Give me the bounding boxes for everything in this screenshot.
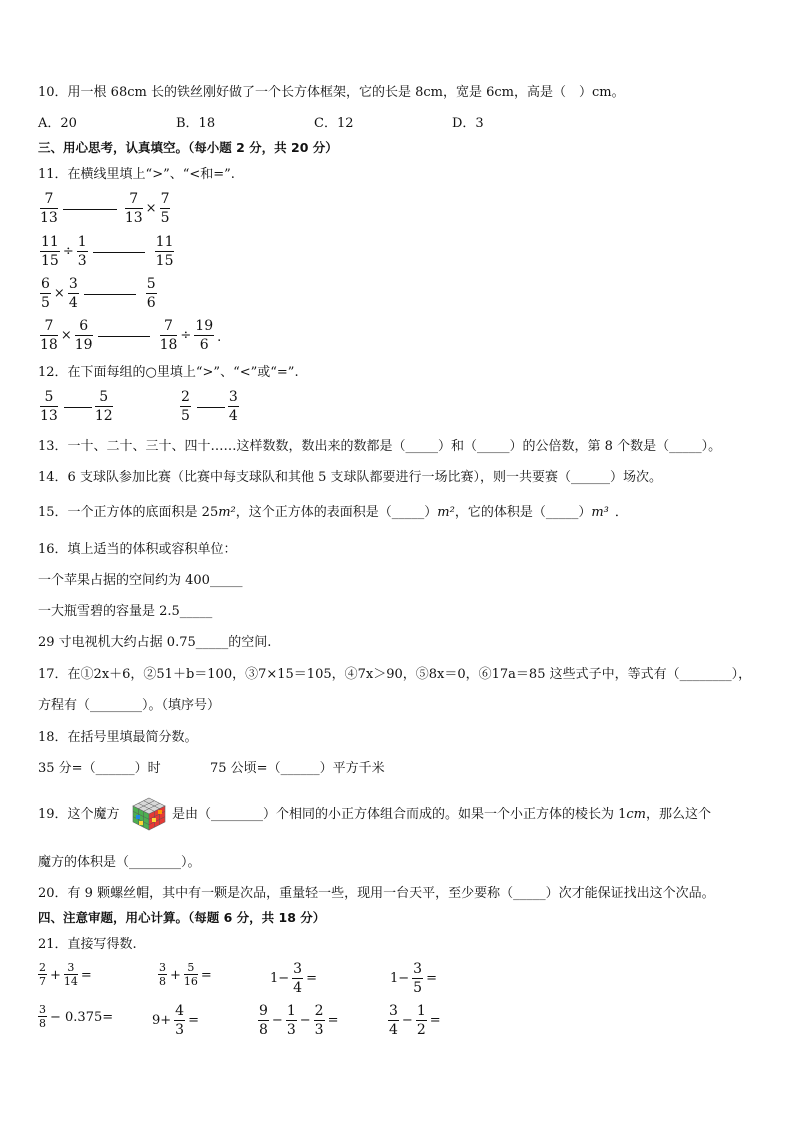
numerator: 7 (160, 191, 170, 207)
operator: 1− (390, 971, 410, 986)
operator: ÷ (180, 328, 192, 343)
numerator: 19 (195, 318, 214, 334)
operator: = (188, 1013, 199, 1028)
numerator: 3 (413, 961, 423, 977)
denominator: 18 (40, 337, 58, 353)
fraction (228, 390, 239, 423)
q21-stem: 21．直接写得数. (38, 937, 137, 952)
fraction (160, 319, 178, 352)
denominator: 14 (63, 975, 78, 988)
q16-line-1: 一个苹果占据的空间约为 400_____ (38, 573, 243, 588)
operator: = (429, 1013, 441, 1028)
q10-option-b[interactable]: B．18 (176, 116, 216, 131)
denominator: 4 (68, 295, 78, 311)
numerator: 3 (64, 962, 78, 975)
q18-stem: 18．在括号里填最简分数。 (38, 730, 198, 745)
numerator: 2 (314, 1003, 324, 1019)
q15-unit-1: m² (218, 505, 236, 520)
q13-text: 13．一十、二十、三十、四十……这样数数，数出来的数都是（_____）和（_____）的公倍数，第 8 个数是（_____）。 (38, 439, 722, 454)
fraction (184, 962, 198, 987)
fraction (38, 1004, 47, 1029)
fraction (286, 1004, 297, 1037)
denominator: 7 (39, 975, 46, 988)
q15-part-a: 15．一个正方体的底面积是 25 (38, 505, 219, 520)
q14-text: 14．6 支球队参加比赛（比赛中每支球队和其他 5 支球队都要进行一场比赛），则一共要赛（______）场次。 (38, 470, 662, 485)
operator: = (327, 1013, 339, 1028)
denominator: 13 (40, 408, 58, 424)
denominator: 6 (199, 337, 209, 353)
q10-option-c[interactable]: C．12 (314, 116, 354, 131)
denominator: 3 (77, 253, 87, 269)
numerator: 6 (75, 319, 93, 336)
fraction (155, 235, 175, 268)
denominator: 6 (146, 295, 156, 311)
numerator: 1 (286, 1003, 296, 1019)
numerator: 6 (41, 276, 50, 292)
numerator: 3 (39, 1003, 46, 1016)
denominator: 13 (124, 210, 143, 226)
operator: − 0.375= (50, 1010, 114, 1025)
fraction (292, 962, 303, 995)
denominator: 3 (314, 1022, 324, 1038)
answer-blank[interactable] (93, 252, 145, 253)
q15-part-d: ． (614, 505, 628, 520)
numerator: 3 (159, 961, 166, 974)
numerator: 7 (125, 192, 143, 209)
operator: + (50, 968, 61, 983)
numerator: 3 (293, 961, 303, 977)
q10-option-a[interactable]: A．20 (38, 116, 77, 131)
answer-blank[interactable] (84, 294, 136, 295)
q15-text (38, 506, 628, 519)
fraction (158, 962, 167, 987)
operator: × (145, 201, 157, 216)
numerator: 5 (95, 390, 113, 407)
operator: + (170, 968, 181, 983)
fraction (180, 390, 191, 423)
fraction (160, 192, 171, 225)
numerator: 2 (181, 389, 190, 405)
q19-part-b: 是由（________）个相同的小正方体组合而成的。如果一个小正方体的棱长为 1 (172, 807, 627, 822)
fraction (40, 192, 58, 225)
numerator: 3 (228, 389, 238, 405)
fraction (40, 277, 51, 310)
denominator: 5 (413, 980, 423, 996)
fraction (125, 192, 143, 225)
operator: − (271, 1013, 283, 1028)
q18-item-b: 75 公顷=（______）平方千米 (210, 761, 385, 776)
rubiks-cube-image (131, 796, 167, 832)
fraction (194, 319, 214, 352)
q19-part-c: ，那么这个 (646, 807, 712, 822)
fraction (40, 319, 58, 352)
denominator: 4 (293, 980, 303, 996)
numerator: 11 (41, 234, 59, 250)
q11-stem: 11．在横线里填上“>”、“<和=”. (38, 167, 235, 182)
answer-blank[interactable] (98, 336, 150, 337)
fraction (388, 1004, 399, 1037)
q16-stem: 16．填上适当的体积或容积单位： (38, 542, 237, 557)
section-4-heading: 四、注意审题，用心计算。（每题 6 分，共 18 分） (38, 910, 326, 925)
denominator: 13 (40, 210, 58, 226)
end-mark: . (217, 330, 222, 345)
q15-part-b: ，这个正方体的表面积是（_____） (235, 505, 438, 520)
numerator: 3 (389, 1003, 398, 1019)
denominator: 2 (416, 1022, 426, 1038)
denominator: 3 (175, 1022, 185, 1038)
fraction (146, 277, 157, 310)
denominator: 18 (159, 337, 178, 353)
numerator: 9 (259, 1003, 268, 1019)
denominator: 4 (389, 1022, 398, 1038)
denominator: 8 (39, 1017, 46, 1030)
operator: = (200, 968, 212, 983)
operator: × (53, 286, 65, 301)
operator: 1− (270, 971, 290, 986)
fraction (412, 962, 423, 995)
operator: 9+ (152, 1013, 172, 1028)
denominator: 12 (94, 408, 113, 424)
answer-blank[interactable] (197, 407, 225, 408)
denominator: 15 (155, 253, 174, 269)
q20-text: 20．有 9 颗螺丝帽，其中有一颗是次品，重量轻一些，现用一台天平，至少要称（_____）次才能保证找出这个次品。 (38, 886, 715, 901)
section-3-heading: 三、用心思考，认真填空。（每小题 2 分，共 20 分） (38, 140, 338, 155)
operator: = (306, 971, 317, 986)
q15-part-c: ，它的体积是（_____） (454, 505, 592, 520)
q19-unit: cm (626, 807, 647, 822)
fraction (68, 277, 79, 310)
q16-line-2: 一大瓶雪碧的容量是 2.5_____ (38, 604, 213, 619)
answer-blank[interactable] (63, 209, 117, 210)
denominator: 19 (74, 337, 93, 353)
operator: − (299, 1013, 311, 1028)
denominator: 16 (183, 975, 198, 988)
operator: = (426, 971, 437, 986)
fraction (95, 390, 113, 423)
denominator: 8 (259, 1022, 268, 1038)
denominator: 5 (181, 408, 190, 424)
operator: = (80, 968, 92, 983)
q12-stem: 12．在下面每组的○里填上“>”、“<”或“=”. (38, 365, 299, 380)
fraction (314, 1004, 325, 1037)
numerator: 7 (40, 319, 58, 336)
q16-line-3: 29 寸电视机大约占据 0.75_____的空间. (38, 635, 272, 650)
denominator: 8 (159, 975, 166, 988)
denominator: 5 (41, 295, 50, 311)
numerator: 4 (175, 1003, 185, 1019)
numerator: 1 (77, 234, 87, 250)
numerator: 7 (160, 319, 178, 336)
q17-line-1: 17．在①2x＋6，②51＋b＝100，③7×15＝105，④7x＞90，⑤8x＝0，⑥17a＝85 这些式子中，等式有（________）， (38, 667, 752, 682)
answer-blank[interactable] (64, 407, 92, 408)
numerator: 2 (39, 961, 46, 974)
fraction (38, 962, 47, 987)
q15-unit-3: m³ (591, 505, 609, 520)
numerator: 5 (40, 390, 58, 407)
q19-text (172, 808, 711, 821)
fraction (75, 319, 93, 352)
q10-option-d[interactable]: D．3 (452, 116, 484, 131)
operator: ÷ (62, 244, 74, 259)
denominator: 4 (228, 408, 238, 424)
q17-line-2: 方程有（________）。（填序号） (38, 698, 221, 713)
fraction (40, 235, 60, 268)
numerator: 5 (184, 962, 198, 975)
numerator: 5 (146, 276, 156, 292)
denominator: 15 (41, 253, 59, 269)
q18-item-a: 35 分=（______）时 (38, 761, 161, 776)
fraction (77, 235, 88, 268)
fraction (258, 1004, 269, 1037)
fraction (40, 390, 58, 423)
numerator: 3 (68, 276, 78, 292)
denominator: 3 (286, 1022, 296, 1038)
fraction (64, 962, 78, 987)
numerator: 1 (416, 1003, 426, 1019)
fraction (174, 1004, 185, 1037)
q15-unit-2: m² (437, 505, 455, 520)
fraction (416, 1004, 427, 1037)
q10-stem: 10．用一根 68cm 长的铁丝刚好做了一个长方体框架，它的长是 8cm，宽是 6cm，高是（ ）cm。 (38, 85, 625, 100)
denominator: 5 (160, 210, 170, 226)
q19-line-2: 魔方的体积是（________）。 (38, 855, 201, 870)
numerator: 11 (155, 234, 174, 250)
operator: − (401, 1013, 413, 1028)
operator: × (60, 328, 72, 343)
numerator: 7 (40, 192, 58, 209)
q19-part-a: 19．这个魔方 (38, 807, 120, 822)
